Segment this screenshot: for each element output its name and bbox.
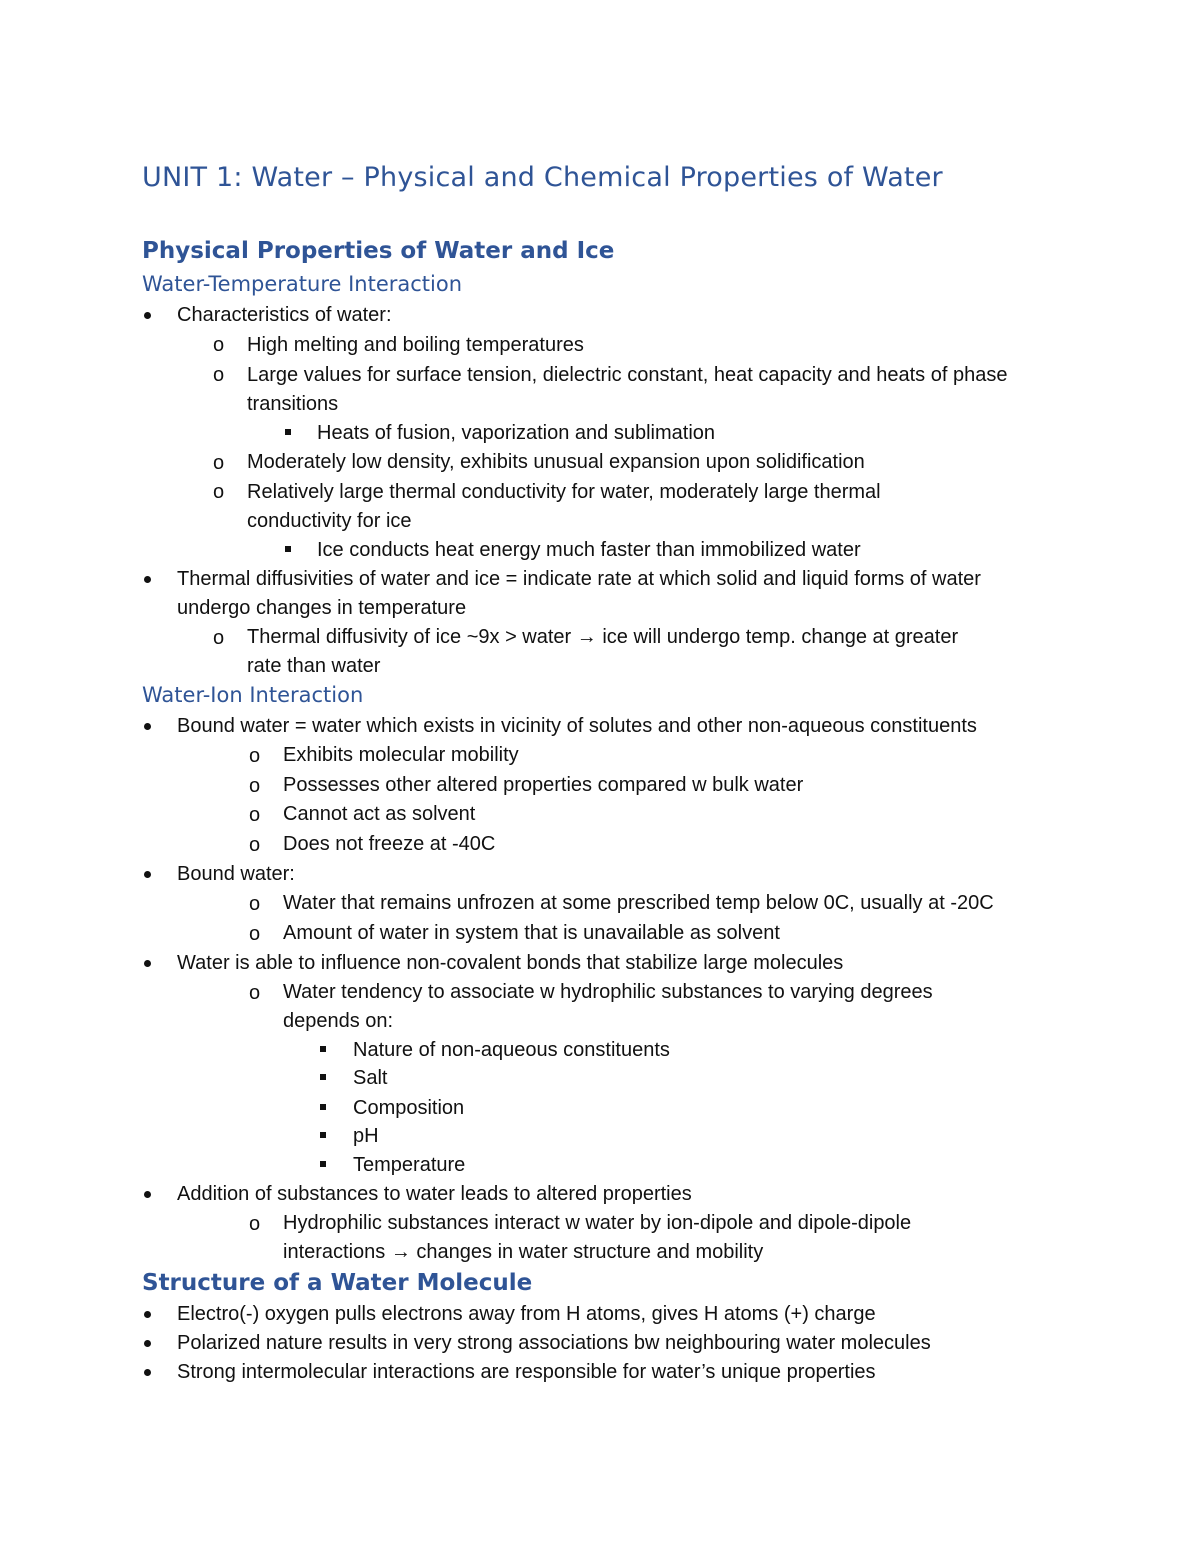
list-item-continuation: undergo changes in temperature bbox=[177, 597, 467, 619]
list-item: Possesses other altered properties compared w bulk water bbox=[283, 774, 804, 796]
list-item: Heats of fusion, vaporization and sublimation bbox=[317, 422, 716, 444]
bullet-circle: o bbox=[213, 481, 225, 503]
list-item: Hydrophilic substances interact w water by ion-dipole and dipole-dipole bbox=[283, 1212, 912, 1234]
bullet-square bbox=[320, 1104, 326, 1110]
bullet-circle: o bbox=[213, 334, 225, 356]
list-item: Amount of water in system that is unavailable as solvent bbox=[283, 922, 780, 944]
bullet-circle: o bbox=[249, 834, 261, 856]
list-item-continuation: rate than water bbox=[247, 655, 381, 677]
list-item: Polarized nature results in very strong associations bw neighbouring water molecules bbox=[177, 1332, 931, 1354]
arrow-right-icon: → bbox=[390, 1241, 411, 1263]
bullet-disc bbox=[144, 1311, 151, 1318]
list-item: Does not freeze at -40C bbox=[283, 833, 496, 855]
list-item: Addition of substances to water leads to altered properties bbox=[177, 1183, 692, 1205]
bullet-disc bbox=[144, 1191, 151, 1198]
list-item: Water tendency to associate w hydrophilic substances to varying degrees bbox=[283, 981, 933, 1003]
list-item-text: Thermal diffusivity of ice ~9x > water bbox=[247, 626, 572, 648]
list-item-text: ice will undergo temp. change at greater bbox=[602, 626, 959, 648]
bullet-disc bbox=[144, 871, 151, 878]
list-item: Exhibits molecular mobility bbox=[283, 744, 519, 766]
subheading-water-temperature: Water-Temperature Interaction bbox=[142, 272, 463, 296]
bullet-circle: o bbox=[249, 745, 261, 767]
bullet-circle: o bbox=[249, 1213, 261, 1235]
bullet-square bbox=[320, 1161, 326, 1167]
list-item-continuation: transitions bbox=[247, 393, 339, 415]
list-item: Water is able to influence non-covalent bonds that stabilize large molecules bbox=[177, 952, 844, 974]
list-item-text: interactions bbox=[283, 1241, 386, 1263]
heading-physical-properties: Physical Properties of Water and Ice bbox=[142, 238, 615, 264]
list-item: Water that remains unfrozen at some prescribed temp below 0C, usually at -20C bbox=[283, 892, 994, 914]
bullet-circle: o bbox=[213, 364, 225, 386]
bullet-disc bbox=[144, 1340, 151, 1347]
list-item: Relatively large thermal conductivity for water, moderately large thermal bbox=[247, 481, 881, 503]
list-item: Temperature bbox=[353, 1154, 466, 1176]
bullet-square bbox=[285, 429, 291, 435]
bullet-disc bbox=[144, 1369, 151, 1376]
list-item: Salt bbox=[353, 1067, 388, 1089]
bullet-disc bbox=[144, 723, 151, 730]
list-item: pH bbox=[353, 1125, 379, 1147]
bullet-disc bbox=[144, 576, 151, 583]
list-item-continuation bbox=[283, 1240, 763, 1264]
list-item: Ice conducts heat energy much faster than immobilized water bbox=[317, 539, 861, 561]
bullet-square bbox=[320, 1074, 326, 1080]
bullet-circle: o bbox=[249, 893, 261, 915]
bullet-circle: o bbox=[249, 923, 261, 945]
list-item: Strong intermolecular interactions are responsible for water’s unique properties bbox=[177, 1361, 876, 1383]
arrow-right-icon: → bbox=[576, 626, 597, 648]
bullet-circle: o bbox=[249, 775, 261, 797]
bullet-square bbox=[320, 1046, 326, 1052]
heading-structure-water-molecule: Structure of a Water Molecule bbox=[142, 1270, 533, 1296]
bullet-circle: o bbox=[249, 982, 261, 1004]
list-item bbox=[247, 625, 958, 649]
bullet-circle: o bbox=[213, 452, 225, 474]
list-item: Bound water = water which exists in vicinity of solutes and other non-aqueous constituents bbox=[177, 715, 977, 737]
bullet-square bbox=[285, 546, 291, 552]
list-item: High melting and boiling temperatures bbox=[247, 334, 584, 356]
list-item-continuation: depends on: bbox=[283, 1010, 394, 1032]
list-item: Thermal diffusivities of water and ice = indicate rate at which solid and liquid forms of water bbox=[177, 568, 981, 590]
list-item-text: changes in water structure and mobility bbox=[416, 1241, 764, 1263]
bullet-square bbox=[320, 1132, 326, 1138]
list-item: Nature of non-aqueous constituents bbox=[353, 1039, 670, 1061]
list-item: Electro(-) oxygen pulls electrons away from H atoms, gives H atoms (+) charge bbox=[177, 1303, 876, 1325]
list-item: Bound water: bbox=[177, 863, 295, 885]
list-item: Composition bbox=[353, 1097, 465, 1119]
list-item: Large values for surface tension, dielectric constant, heat capacity and heats of phase bbox=[247, 364, 1008, 386]
list-item: Moderately low density, exhibits unusual expansion upon solidification bbox=[247, 451, 865, 473]
bullet-circle: o bbox=[213, 627, 225, 649]
bullet-disc bbox=[144, 960, 151, 967]
list-item: Cannot act as solvent bbox=[283, 803, 476, 825]
list-item-continuation: conductivity for ice bbox=[247, 510, 412, 532]
subheading-water-ion: Water-Ion Interaction bbox=[142, 683, 364, 707]
document-title: UNIT 1: Water – Physical and Chemical Properties of Water bbox=[142, 162, 943, 193]
bullet-circle: o bbox=[249, 804, 261, 826]
list-item: Characteristics of water: bbox=[177, 304, 392, 326]
bullet-disc bbox=[144, 312, 151, 319]
